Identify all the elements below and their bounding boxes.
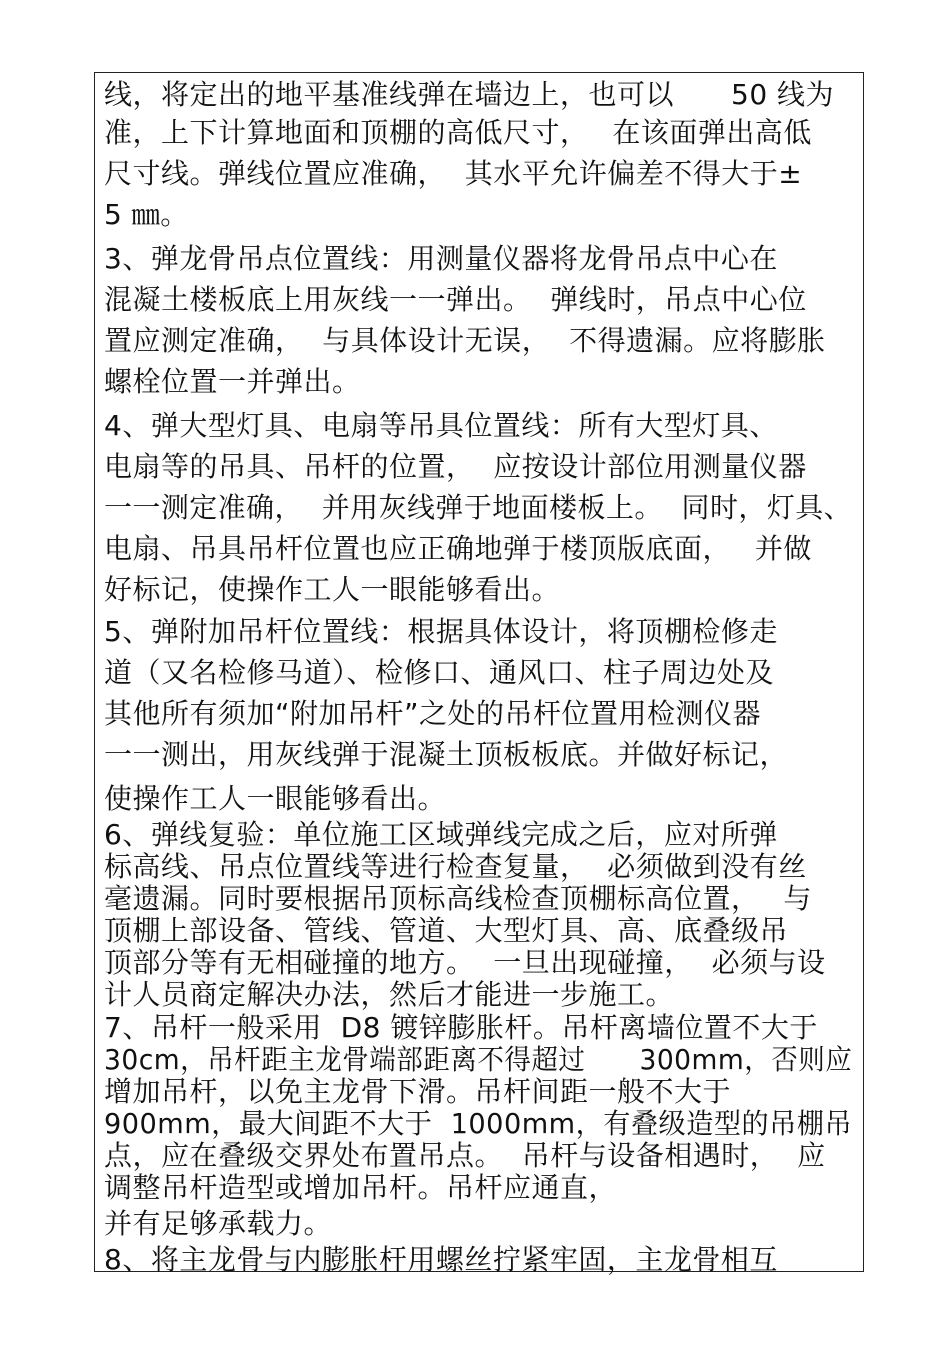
text-line: 6、弹线复验：单位施工区域弹线完成之后，应对所弹 <box>104 818 778 851</box>
text-line: 其他所有须加“附加吊杆”之处的吊杆位置用检测仪器 <box>104 697 762 730</box>
text-line: 毫遗漏。同时要根据吊顶标高线检查顶棚标高位置， 与 <box>104 882 812 915</box>
text-line: 增加吊杆，以免主龙骨下滑。吊杆间距一般不大于 <box>104 1075 732 1108</box>
text-line: 顶棚上部设备、管线、管道、大型灯具、高、底叠级吊 <box>104 914 789 947</box>
text-line: 调整吊杆造型或增加吊杆。吊杆应通直， <box>104 1171 618 1204</box>
text-line: 尺寸线。弹线位置应准确， 其水平允许偏差不得大于± <box>104 157 803 190</box>
text-line: 5、弹附加吊杆位置线：根据具体设计，将顶棚检修走 <box>104 615 778 648</box>
text-line: 并有足够承载力。 <box>104 1207 333 1240</box>
text-line: 一一测定准确， 并用灰线弹于地面楼板上。 同时，灯具、 <box>104 491 853 524</box>
text-line: 4、弹大型灯具、电扇等吊具位置线：所有大型灯具、 <box>104 409 778 442</box>
text-line: 准，上下计算地面和顶棚的高低尺寸， 在该面弹出高低 <box>104 116 812 149</box>
text-line: 混凝土楼板底上用灰线一一弹出。 弹线时，吊点中心位 <box>104 283 807 316</box>
text-line: 电扇等的吊具、吊杆的位置， 应按设计部位用测量仪器 <box>104 450 807 483</box>
text-line: 900mm，最大间距不大于 1000mm，有叠级造型的吊棚吊 <box>104 1107 853 1140</box>
text-line: 电扇、吊具吊杆位置也应正确地弹于楼顶版底面， 并做 <box>104 532 812 565</box>
text-line: 螺栓位置一并弹出。 <box>104 365 361 398</box>
text-line: 线，将定出的地平基准线弹在墙边上，也可以 50 线为 <box>104 78 835 111</box>
text-line: 置应测定准确， 与具体设计无误， 不得遗漏。应将膨胀 <box>104 324 826 357</box>
text-line: 3、弹龙骨吊点位置线：用测量仪器将龙骨吊点中心在 <box>104 242 778 275</box>
text-line: 5 ㎜。 <box>104 198 189 231</box>
text-line: 标高线、吊点位置线等进行检查复量， 必须做到没有丝 <box>104 850 807 883</box>
text-line: 顶部分等有无相碰撞的地方。 一旦出现碰撞， 必须与设 <box>104 946 826 979</box>
text-line: 7、吊杆一般采用 D8 镀锌膨胀杆。吊杆离墙位置不大于 <box>104 1011 818 1044</box>
text-line: 30cm，吊杆距主龙骨端部距离不得超过 300mm，否则应 <box>104 1043 853 1076</box>
text-line: 点，应在叠级交界处布置吊点。 吊杆与设备相遇时， 应 <box>104 1139 826 1172</box>
text-line: 计人员商定解决办法，然后才能进一步施工。 <box>104 978 675 1011</box>
text-line: 一一测出，用灰线弹于混凝土顶板板底。并做好标记， <box>104 738 789 771</box>
text-line: 使操作工人一眼能够看出。 <box>104 782 447 815</box>
text-line: 好标记，使操作工人一眼能够看出。 <box>104 573 561 606</box>
text-line: 道（又名检修马道）、检修口、通风口、柱子周边处及 <box>104 656 775 689</box>
text-line: 8、将主龙骨与内膨胀杆用螺丝拧紧牢固，主龙骨相互 <box>104 1243 778 1276</box>
